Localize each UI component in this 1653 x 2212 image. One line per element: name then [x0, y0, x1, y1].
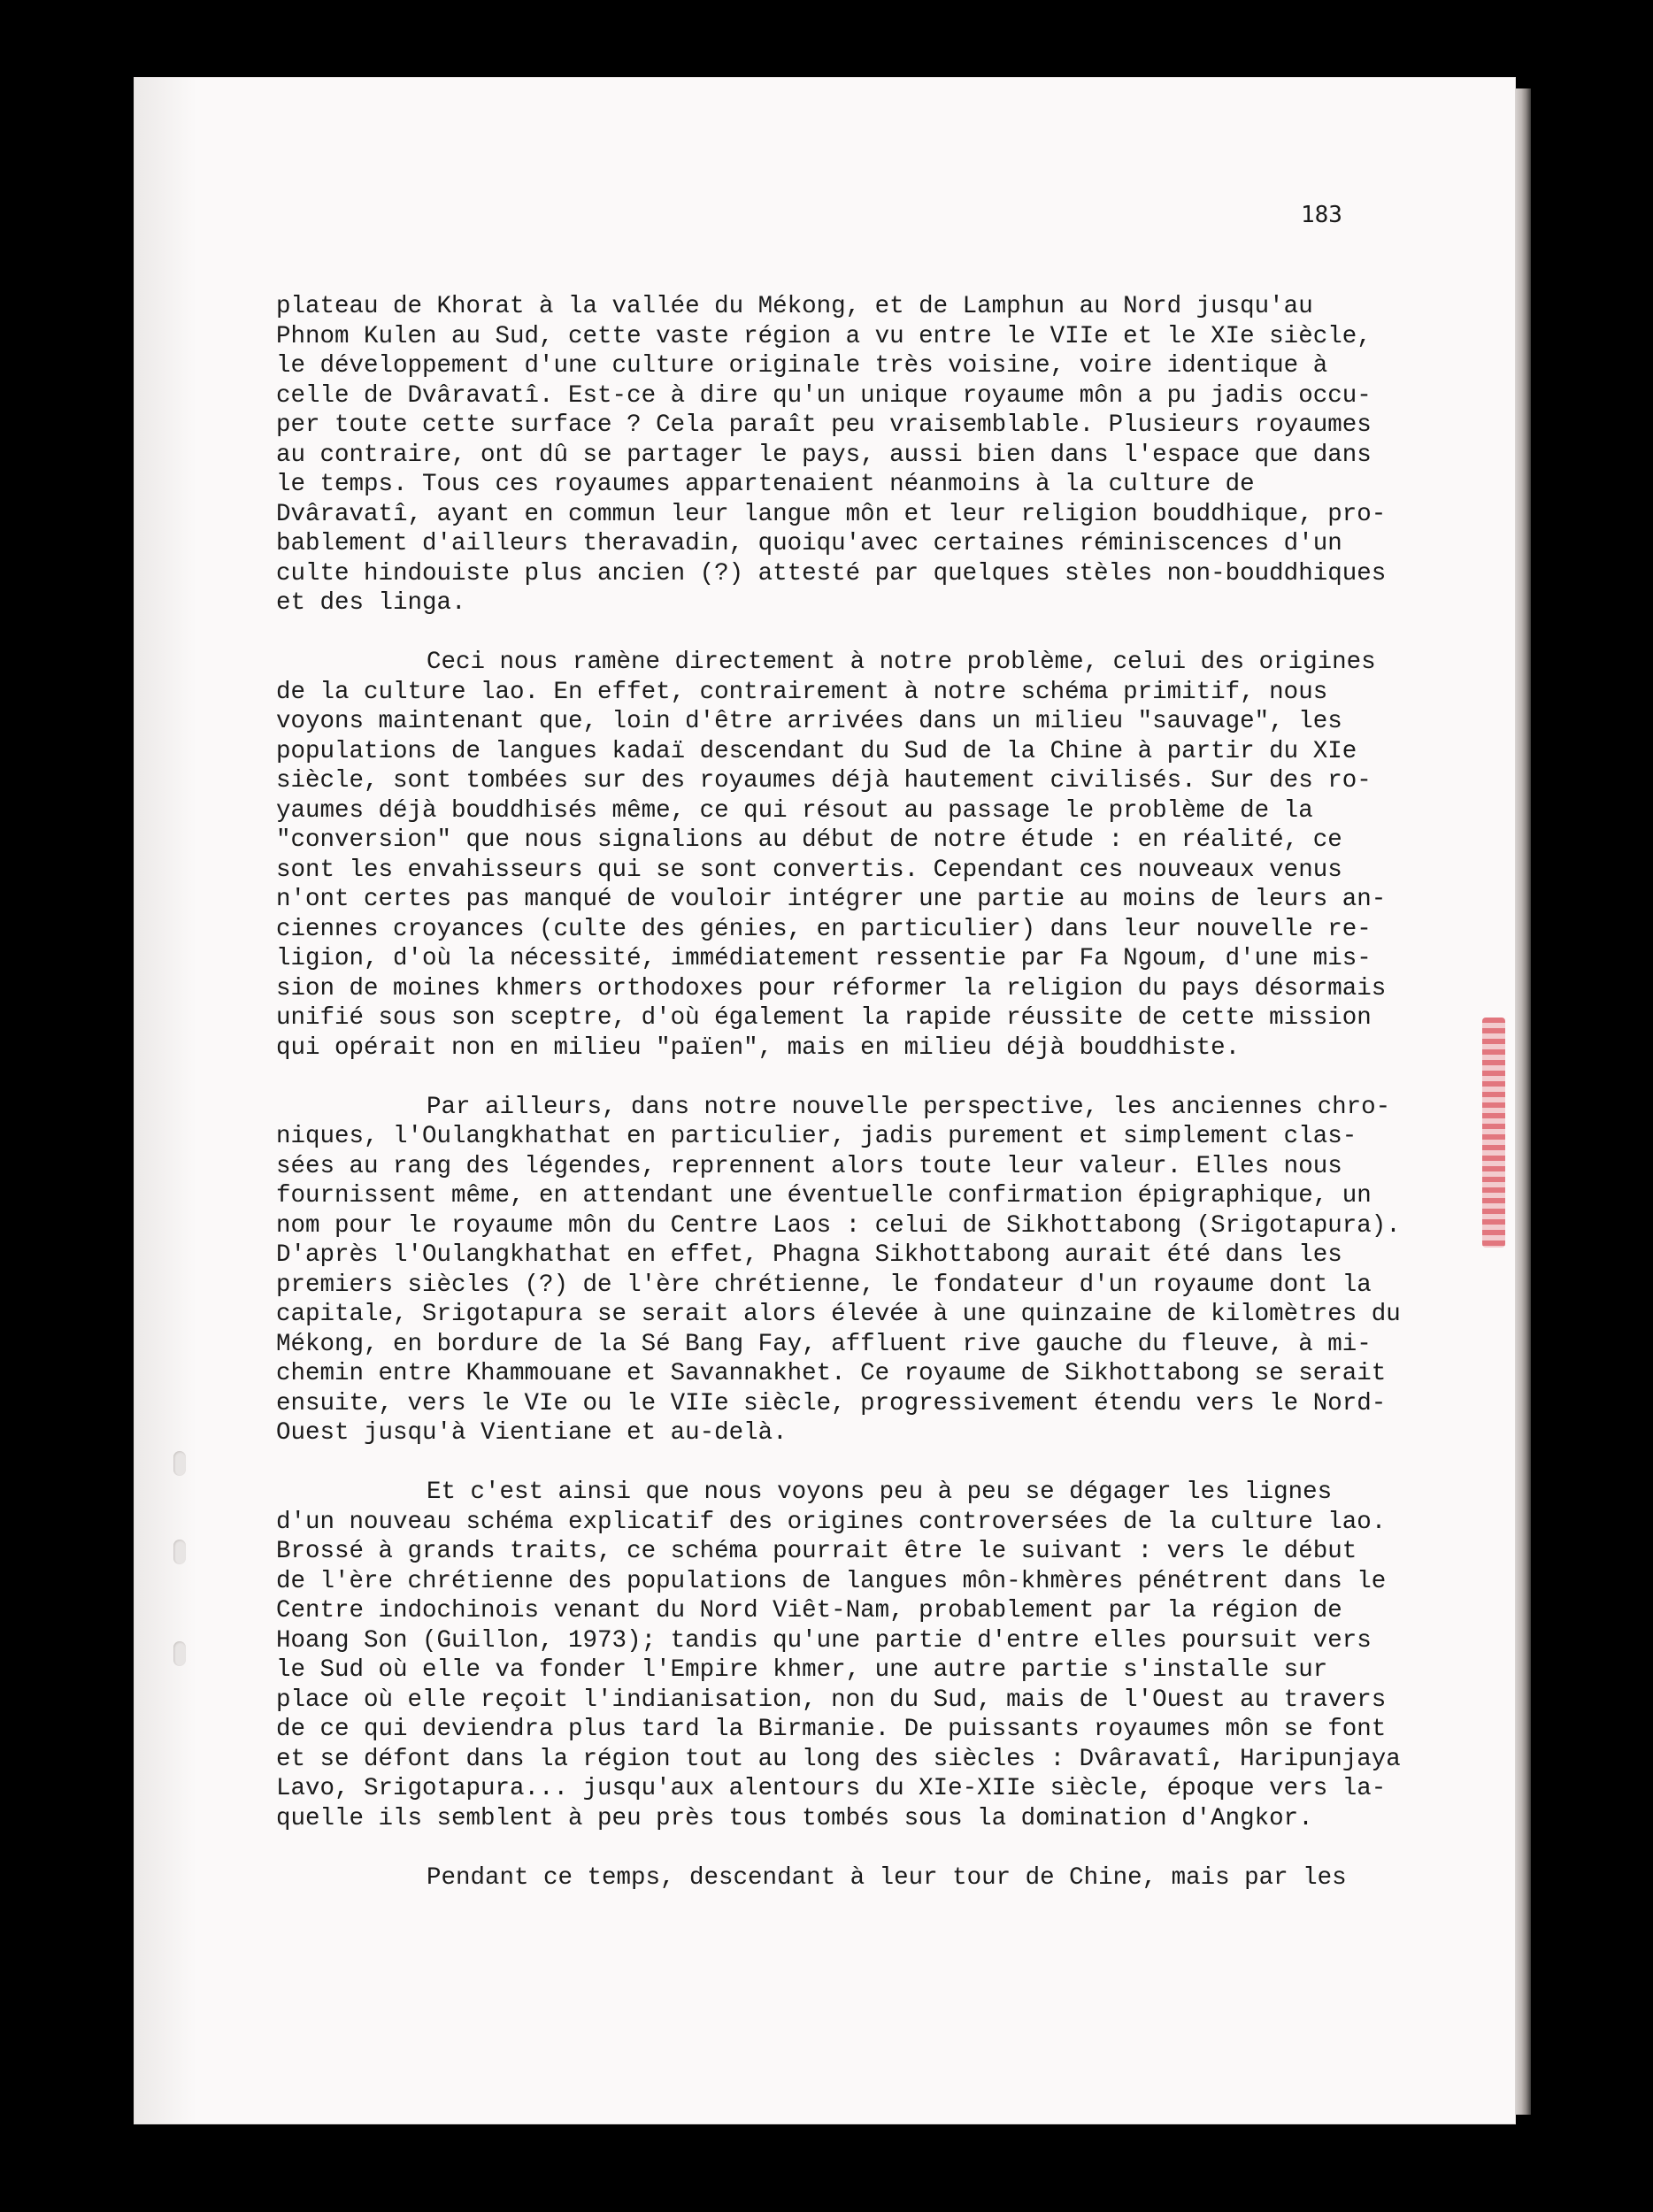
text-line: Hoang Son (Guillon, 1973); tandis qu'une partie d'entre elles poursuit vers [276, 1626, 1372, 1655]
text-line: "conversion" que nous signalions au début de notre étude : en réalité, ce [276, 826, 1342, 854]
paragraph [276, 648, 1413, 1063]
text-line: le Sud où elle va fonder l'Empire khmer, une autre partie s'installe sur [276, 1656, 1328, 1684]
body-text [276, 292, 1413, 1923]
paragraph [276, 292, 1413, 618]
text-line: sion de moines khmers orthodoxes pour réformer la religion du pays désormais [276, 974, 1387, 1002]
text-line: Centre indochinois venant du Nord Viêt-Nam, probablement par la région de [276, 1597, 1342, 1624]
text-line: n'ont certes pas manqué de vouloir intégrer une partie au moins de leurs an- [276, 886, 1387, 913]
text-line: per toute cette surface ? Cela paraît peu vraisemblable. Plusieurs royaumes [276, 411, 1372, 439]
text-line: de l'ère chrétienne des populations de langues môn-khmères pénétrent dans le [276, 1567, 1387, 1595]
paragraph [276, 1093, 1413, 1448]
text-line: le temps. Tous ces royaumes appartenaient néanmoins à la culture de [276, 471, 1255, 498]
text-line: premiers siècles (?) de l'ère chrétienne, le fondateur d'un royaume dont la [276, 1271, 1372, 1299]
text-line: Dvâravatî, ayant en commun leur langue môn et leur religion bouddhique, pro- [276, 500, 1387, 528]
punch-hole [173, 1641, 186, 1666]
text-line: qui opérait non en milieu "païen", mais en milieu déjà bouddhiste. [276, 1033, 1241, 1062]
text-line: populations de langues kadaï descendant du Sud de la Chine à partir du XIe [276, 737, 1357, 765]
text-line: de la culture lao. En effet, contrairement à notre schéma primitif, nous [276, 678, 1328, 706]
text-line: bablement d'ailleurs theravadin, quoiqu'avec certaines réminiscences d'un [276, 530, 1342, 557]
page-marker-tab [1482, 1018, 1505, 1248]
text-line: capitale, Srigotapura se serait alors élevée à une quinzaine de kilomètres du [276, 1301, 1401, 1328]
punch-hole [173, 1540, 186, 1564]
punch-hole [173, 1451, 186, 1476]
text-line: le développement d'une culture originale très voisine, voire identique à [276, 352, 1328, 380]
text-line: au contraire, ont dû se partager le pays, aussi bien dans l'espace que dans [276, 441, 1372, 469]
text-line: nom pour le royaume môn du Centre Laos : celui de Sikhottabong (Srigotapura). [276, 1211, 1401, 1240]
text-line: et des linga. [276, 589, 466, 617]
text-line: plateau de Khorat à la vallée du Mékong, et de Lamphun au Nord jusqu'au [276, 293, 1313, 320]
paragraph [276, 1863, 1413, 1893]
text-line: Brossé à grands traits, ce schéma pourrait être le suivant : vers le début [276, 1538, 1357, 1565]
text-line: niques, l'Oulangkhathat en particulier, jadis purement et simplement clas- [276, 1123, 1357, 1150]
text-line: D'après l'Oulangkhathat en effet, Phagna Sikhottabong aurait été dans les [276, 1241, 1342, 1269]
page-gutter-shadow [135, 78, 196, 2124]
text-line: yaumes déjà bouddhisés même, ce qui résout au passage le problème de la [276, 796, 1313, 825]
text-line: Lavo, Srigotapura... jusqu'aux alentours du XIe-XIIe siècle, époque vers la- [276, 1775, 1387, 1802]
text-line: et se défont dans la région tout au long des siècles : Dvâravatî, Haripunjaya [276, 1745, 1401, 1773]
text-line: unifié sous son sceptre, d'où également la rapide réussite de cette mission [276, 1004, 1372, 1032]
text-line: fournissent même, en attendant une éventuelle confirmation épigraphique, un [276, 1182, 1372, 1210]
text-line: sont les envahisseurs qui se sont convertis. Cependant ces nouveaux venus [276, 856, 1342, 884]
text-line: Phnom Kulen au Sud, cette vaste région a vu entre le VIIe et le XIe siècle, [276, 322, 1372, 350]
paragraph [276, 1478, 1413, 1833]
text-line: sées au rang des légendes, reprennent alors toute leur valeur. Elles nous [276, 1152, 1342, 1180]
text-line: Pendant ce temps, descendant à leur tour de Chine, mais par les [427, 1863, 1347, 1892]
text-line: place où elle reçoit l'indianisation, non du Sud, mais de l'Ouest au travers [276, 1686, 1387, 1714]
text-line: de ce qui deviendra plus tard la Birmanie. De puissants royaumes môn se font [276, 1716, 1387, 1743]
text-line: chemin entre Khammouane et Savannakhet. Ce royaume de Sikhottabong se serait [276, 1360, 1387, 1387]
text-line: siècle, sont tombées sur des royaumes déjà hautement civilisés. Sur des ro- [276, 767, 1372, 795]
text-line: Ouest jusqu'à Vientiane et au-delà. [276, 1419, 788, 1447]
text-line: quelle ils semblent à peu près tous tombés sous la domination d'Angkor. [276, 1804, 1313, 1832]
text-line: voyons maintenant que, loin d'être arrivées dans un milieu "sauvage", les [276, 708, 1342, 735]
text-line: Ceci nous ramène directement à notre problème, celui des origines [427, 649, 1376, 676]
text-line: ensuite, vers le VIe ou le VIIe siècle, progressivement étendu vers le Nord- [276, 1389, 1387, 1417]
text-line: culte hindouiste plus ancien (?) attesté par quelques stèles non-bouddhiques [276, 559, 1387, 588]
text-line: celle de Dvâravatî. Est-ce à dire qu'un unique royaume môn a pu jadis occu- [276, 381, 1372, 410]
text-line: d'un nouveau schéma explicatif des origines controversées de la culture lao. [276, 1508, 1387, 1536]
text-line: ligion, d'où la nécessité, immédiatement ressentie par Fa Ngoum, d'une mis- [276, 945, 1372, 972]
text-line: Par ailleurs, dans notre nouvelle perspective, les anciennes chro- [427, 1093, 1391, 1121]
page-stack-edge [1515, 88, 1531, 2115]
text-line: ciennes croyances (culte des génies, en particulier) dans leur nouvelle re- [276, 915, 1372, 943]
text-line: Mékong, en bordure de la Sé Bang Fay, affluent rive gauche du fleuve, à mi- [276, 1330, 1372, 1358]
text-line: Et c'est ainsi que nous voyons peu à peu se dégager les lignes [427, 1479, 1333, 1506]
page-number: 183 [1301, 202, 1342, 228]
